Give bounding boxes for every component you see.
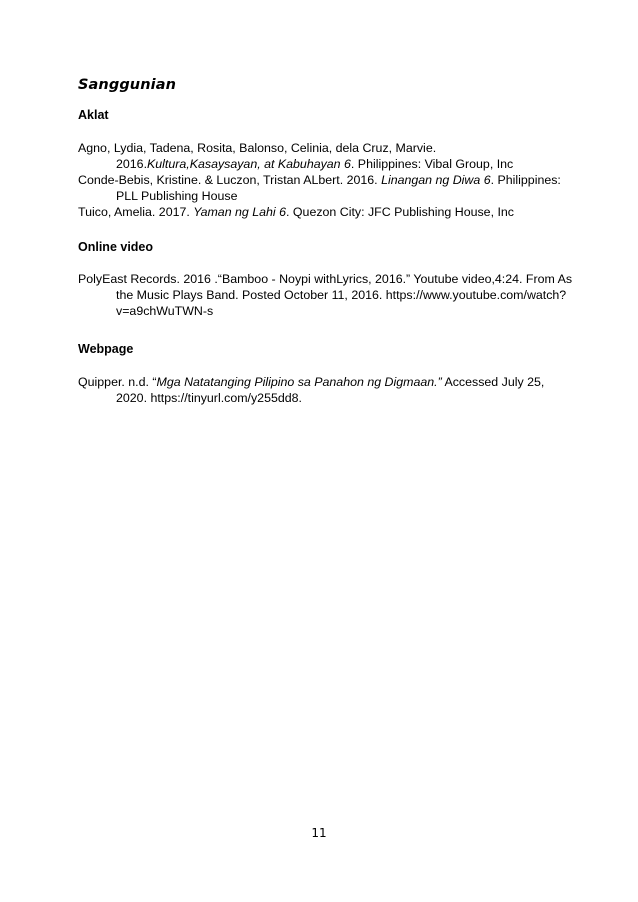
reference-title: Yaman ng Lahi 6 — [193, 205, 287, 219]
reference-text: Agno, Lydia, Tadena, Rosita, Balonso, Celinia, dela Cruz, Marvie. 2016. — [78, 141, 437, 171]
references-heading: Sanggunian — [78, 77, 177, 93]
reference-entry — [78, 140, 578, 172]
reference-title: Mga Natatanging Pilipino sa Panahon ng Digmaan.” — [156, 375, 442, 389]
reference-text: . Philippines: PLL Publishing House — [116, 173, 561, 203]
section-title-webpage: Webpage — [78, 342, 134, 356]
reference-text: . Philippines: Vibal Group, Inc — [350, 157, 514, 171]
section-title-aklat: Aklat — [78, 108, 109, 122]
reference-list-aklat — [78, 140, 578, 220]
reference-text: Tuico, Amelia. 2017. — [78, 205, 194, 219]
reference-entry: PolyEast Records. 2016 .“Bamboo - Noypi withLyrics, 2016.” Youtube video,4:24. From As the Music Plays Band. Posted October 11, 2016. https://www.youtube.com/watch?v=a9chWuTWN-s — [78, 272, 573, 318]
reference-entry — [78, 204, 578, 220]
reference-entry — [78, 172, 578, 204]
reference-text: Quipper. n.d. “ — [78, 375, 157, 389]
reference-entry — [78, 374, 578, 406]
reference-title: Kultura,Kasaysayan, at Kabuhayan 6 — [147, 157, 351, 171]
reference-text: . Quezon City: JFC Publishing House, Inc — [286, 205, 514, 219]
reference-list-webpage — [78, 374, 578, 406]
page-number: 11 — [311, 826, 327, 840]
reference-text: Accessed July 25, 2020. https://tinyurl.com/y255dd8. — [116, 375, 545, 405]
section-title-online-video: Online video — [78, 240, 154, 254]
reference-title: Linangan ng Diwa 6 — [381, 173, 491, 187]
reference-list-online-video — [78, 271, 578, 319]
reference-text: Conde-Bebis, Kristine. & Luczon, Tristan ALbert. 2016. — [78, 173, 382, 187]
